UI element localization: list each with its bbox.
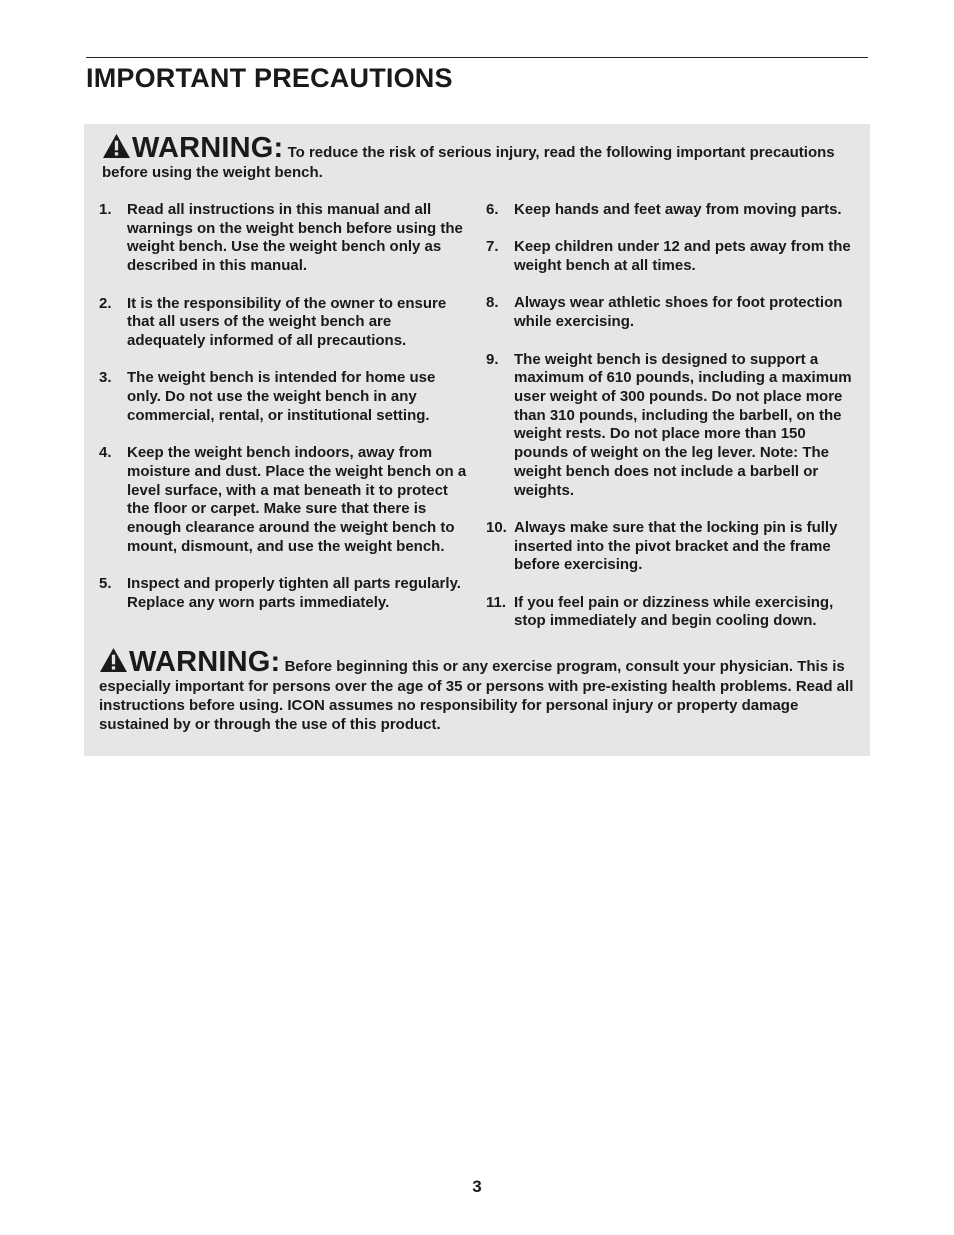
- warning-top-heading: [102, 132, 283, 164]
- page-title: IMPORTANT PRECAUTIONS: [86, 63, 453, 93]
- item-number: 1.: [99, 201, 112, 218]
- list-item: [99, 575, 469, 612]
- warning-bottom-label: WARNING:: [129, 646, 281, 678]
- list-item: [486, 294, 858, 331]
- page-number: 3: [472, 1177, 482, 1196]
- precautions-list-left: [99, 201, 469, 631]
- item-number: 7.: [486, 238, 499, 256]
- item-number: 4.: [99, 444, 112, 462]
- warning-top-label: WARNING:: [132, 132, 284, 164]
- item-text: Always make sure that the locking pin is fully inserted into the pivot bracket and the frame before exercising.: [514, 518, 838, 574]
- list-item: [99, 369, 469, 425]
- item-number: 5.: [99, 575, 112, 592]
- warning-top: [102, 133, 864, 182]
- warning-bottom-heading: [99, 646, 280, 678]
- list-item: [486, 238, 858, 275]
- list-item: [99, 295, 469, 351]
- item-text: Inspect and properly tighten all parts regularly. Replace any worn parts immediately.: [127, 575, 461, 611]
- item-text: Read all instructions in this manual and all warnings on the weight bench before using the weight bench. Use the weight bench only as described in this manual.: [127, 201, 463, 275]
- list-item: [486, 519, 858, 575]
- item-number: 8.: [486, 294, 499, 312]
- list-item: [99, 201, 469, 276]
- list-item: [99, 444, 469, 556]
- item-text: If you feel pain or dizziness while exercising, stop immediately and begin cooling down.: [514, 593, 834, 630]
- item-number: 6.: [486, 201, 499, 218]
- item-text: The weight bench is designed to support a maximum of 610 pounds, including a maximum user weight of 300 pounds. Do not place more than 310 pounds, including the barbell, on the weight rests. Do not place more than 150 pounds of weight on the leg lever. Note: The weight bench does not include a barbell or weights.: [514, 350, 852, 499]
- item-number: 10.: [486, 518, 507, 536]
- item-text: Always wear athletic shoes for foot protection while exercising.: [514, 294, 843, 331]
- warning-bottom: [99, 647, 861, 734]
- item-number: 11.: [486, 593, 507, 611]
- item-text: Keep hands and feet away from moving parts.: [514, 201, 842, 218]
- warning-bottom-text: Before beginning this or any exercise program, consult your physician. This is especially important for persons over the age of 35 or persons with pre-existing health problems. Read all instructions before using. ICON assumes no responsibility for personal injury or property damage sustained by or through the use of this product.: [99, 658, 854, 733]
- item-number: 2.: [99, 294, 112, 312]
- item-text: Keep children under 12 and pets away from the weight bench at all times.: [514, 238, 851, 275]
- item-text: The weight bench is intended for home use only. Do not use the weight bench in any commercial, rental, or institutional setting.: [127, 369, 436, 424]
- list-item: [486, 201, 858, 220]
- warning-top-text: To reduce the risk of serious injury, read the following important precautions before using the weight bench.: [102, 144, 835, 181]
- warning-triangle-icon: [99, 647, 128, 673]
- item-number: 3.: [99, 369, 112, 387]
- item-text: It is the responsibility of the owner to ensure that all users of the weight bench are adequately informed of all precautions.: [127, 294, 447, 349]
- list-item: [486, 351, 858, 501]
- item-text: Keep the weight bench indoors, away from moisture and dust. Place the weight bench on a level surface, with a mat beneath it to protect the floor or carpet. Make sure that there is enough clearance around the weight bench to mount, dismount, and use the weight bench.: [127, 444, 467, 555]
- item-number: 9.: [486, 350, 499, 368]
- list-item: [486, 594, 858, 631]
- warning-triangle-icon: [102, 133, 131, 159]
- precautions-list-right: [486, 201, 858, 650]
- header-rule: [86, 57, 868, 58]
